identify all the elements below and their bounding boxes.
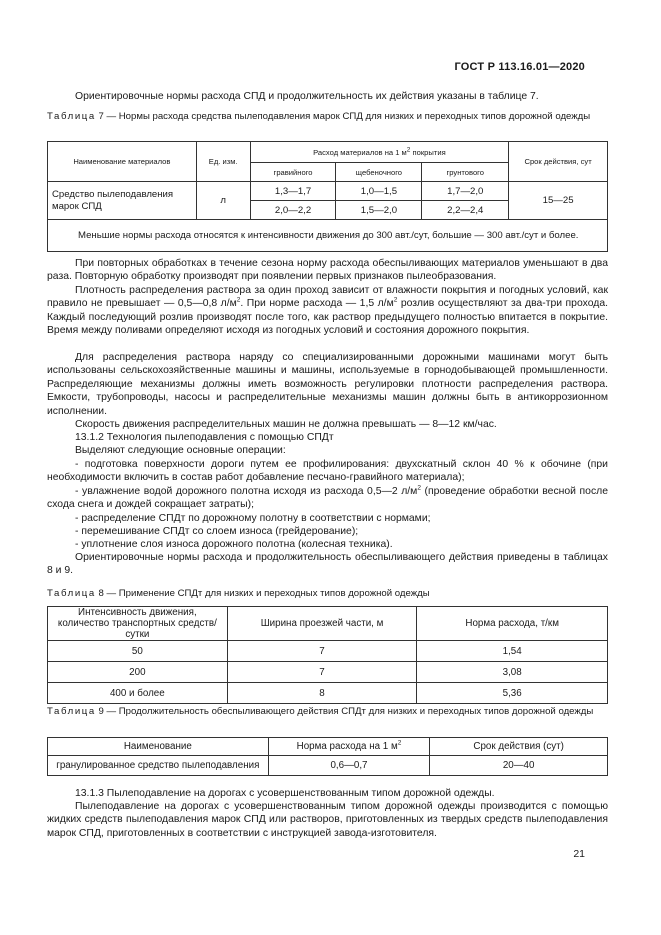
- section-13-1-2: 13.1.2 Технология пылеподавления с помощью СПДт: [75, 432, 334, 443]
- t7-header-consumption-tail: покрытия: [410, 147, 446, 157]
- paragraph-tables-ref: Ориентировочные нормы расхода и продолжительность обеспыливающего действия приведены в таблицах 8 и 9.: [47, 552, 608, 577]
- t8-cell: 7: [227, 662, 417, 683]
- t7-header-crushed: щебеночного: [336, 163, 422, 182]
- standard-header: ГОСТ Р 113.16.01—2020: [454, 61, 585, 73]
- t7-header-consumption-sup: 2: [406, 145, 411, 153]
- t7-header-gravel: гравийного: [250, 163, 336, 182]
- paragraph-improved-roads: Пылеподавление на дорогах с усовершенствованным типом дорожной одежды производится с помощью жидких средств пылеподавления марок СПД или растворов, приготовленных из твердых средств пылеподавления марок СПД, приготовленных в соответствии с инструкцией завода-изготовителя.: [47, 801, 608, 839]
- table-row: [48, 756, 608, 776]
- t7-cell: 2,0—2,2: [250, 201, 336, 220]
- p2-part-c: розлив осуществляют за два-три прохода. Каждый последующий розлив производят после того, как раствор предыдущего полностью впитается в покрытие. Время между поливами определяют исходя из погодных условий и состояния дорожного покрытия.: [47, 298, 608, 337]
- table7-caption: [47, 110, 607, 123]
- table-row: [48, 662, 608, 683]
- table7-caption-prefix: Таблица: [47, 111, 96, 122]
- t8-cell: 400 и более: [48, 683, 228, 704]
- table8-caption-text: 8 — Применение СПДт для низких и переходных типов дорожной одежды: [95, 588, 430, 599]
- t7-cell: 1,0—1,5: [336, 182, 422, 201]
- bullet-mixing: - перемешивание СПДт со слоем износа (грейдерование);: [75, 526, 359, 537]
- t8-cell: 1,54: [417, 641, 608, 662]
- t8-header-rate: Норма расхода, т/км: [417, 607, 608, 641]
- p2-sup-b: 2: [393, 296, 398, 304]
- b2-part-b: (проведение обработки весной после схода снега и дождей сокращает затраты);: [47, 486, 608, 511]
- table9-caption-prefix: Таблица: [47, 706, 96, 717]
- t7-header-unit: Ед. изм.: [196, 142, 250, 182]
- p2-sup-a: 2: [236, 296, 241, 304]
- paragraph-repeat-treatment: При повторных обработках в течение сезона норму расхода обеспыливающих материалов уменьшают в два раза. Повторную обработку производят при появлении первых признаков пылеобразования.: [47, 258, 608, 283]
- t9-header-name: Наименование: [48, 738, 269, 756]
- t8-cell: 5,36: [417, 683, 608, 704]
- t8-cell: 8: [227, 683, 417, 704]
- t8-cell: 7: [227, 641, 417, 662]
- intro-paragraph: Ориентировочные нормы расхода СПД и продолжительность их действия указаны в таблице 7.: [75, 91, 539, 102]
- t7-header-term: Срок действия, сут: [509, 142, 608, 182]
- table-row: [48, 641, 608, 662]
- bullet-distribution: - распределение СПДт по дорожному полотну в соответствии с нормами;: [75, 513, 431, 524]
- t9-header-rate: [268, 738, 430, 756]
- table7-caption-text: 7 — Нормы расхода средства пылеподавления марок СПД для низких и переходных типов дорожной одежды: [95, 111, 591, 122]
- page-number: 21: [573, 848, 585, 860]
- p2-part-b: . При норме расхода — 1,5 л/м: [240, 298, 394, 310]
- t7-cell: 1,3—1,7: [250, 182, 336, 201]
- t7-cell: 2,2—2,4: [422, 201, 509, 220]
- t7-header-soil: грунтового: [422, 163, 509, 182]
- paragraph-machines: Для распределения раствора наряду со специализированными дорожными машинами могут быть использованы сельскохозяйственные машины и машины, используемые в горнодобывающей промышленности. Распределяющие механизмы должны иметь возможность регулировки плотности распределения раствора. Емкости, трубопроводы, насосы и распределительные механизмы машин должны быть в антикоррозионном исполнении.: [47, 352, 608, 417]
- table-7: [47, 141, 608, 252]
- t9-cell: 0,6—0,7: [268, 756, 430, 776]
- t9-cell: гранулированное средство пылеподавления: [48, 756, 269, 776]
- table9-caption: [47, 705, 607, 718]
- bullet-profiling: - подготовка поверхности дороги путем ее профилирования: двухскатный склон 40 % к обочине (при необходимости включить в состав работ добавление песчано-гравийного материала);: [47, 459, 608, 484]
- t9-header-rate-text: Норма расхода на 1 м: [296, 741, 398, 752]
- t7-cell: 1,5—2,0: [336, 201, 422, 220]
- paragraph-speed: Скорость движения распределительных машин не должна превышать — 8—12 км/час.: [75, 419, 497, 430]
- t7-row-name: Средство пылеподавления марок СПД: [48, 182, 197, 220]
- t7-header-consumption-text: Расход материалов на 1 м: [313, 147, 407, 157]
- paragraph-operations: Выделяют следующие основные операции:: [75, 445, 286, 456]
- t7-row-term: 15—25: [509, 182, 608, 220]
- t8-header-intensity: Интенсивность движения, количество транспортных средств/сутки: [48, 607, 228, 641]
- t9-cell: 20—40: [430, 756, 608, 776]
- table-8: [47, 606, 608, 704]
- t8-cell: 200: [48, 662, 228, 683]
- t7-header-name: Наименование материалов: [48, 142, 197, 182]
- t8-header-width: Ширина проезжей части, м: [227, 607, 417, 641]
- b2-sup: 2: [417, 484, 421, 492]
- section-13-1-3: 13.1.3 Пылеподавление на дорогах с усовершенствованным типом дорожной одежды.: [75, 788, 495, 799]
- p2-part-a: Плотность распределения раствора за один проход зависит от влажности покрытия и погодных условий, как правило не превышает — 0,5—0,8 л/м: [47, 285, 608, 310]
- t8-cell: 3,08: [417, 662, 608, 683]
- t7-note: Меньшие нормы расхода относятся к интенсивности движения до 300 авт./сут, большие — 300 авт./сут и более.: [48, 220, 608, 252]
- t7-header-consumption: [250, 142, 509, 163]
- t7-row-unit: л: [196, 182, 250, 220]
- t7-cell: 1,7—2,0: [422, 182, 509, 201]
- table9-caption-text: 9 — Продолжительность обеспыливающего действия СПДт для низких и переходных типов дорожной одежды: [95, 706, 594, 717]
- paragraph-density: [47, 284, 608, 338]
- t8-cell: 50: [48, 641, 228, 662]
- bullet-moistening: [47, 485, 608, 512]
- table-9: [47, 737, 608, 776]
- table8-caption: [47, 587, 607, 600]
- t9-header-rate-sup: 2: [397, 739, 402, 747]
- b2-part-a: - увлажнение водой дорожного полотна исходя из расхода 0,5—2 л/м: [75, 486, 418, 497]
- t9-header-term: Срок действия (сут): [430, 738, 608, 756]
- bullet-compaction: - уплотнение слоя износа дорожного полотна (колесная техника).: [75, 539, 393, 550]
- table8-caption-prefix: Таблица: [47, 588, 96, 599]
- table-row: [48, 683, 608, 704]
